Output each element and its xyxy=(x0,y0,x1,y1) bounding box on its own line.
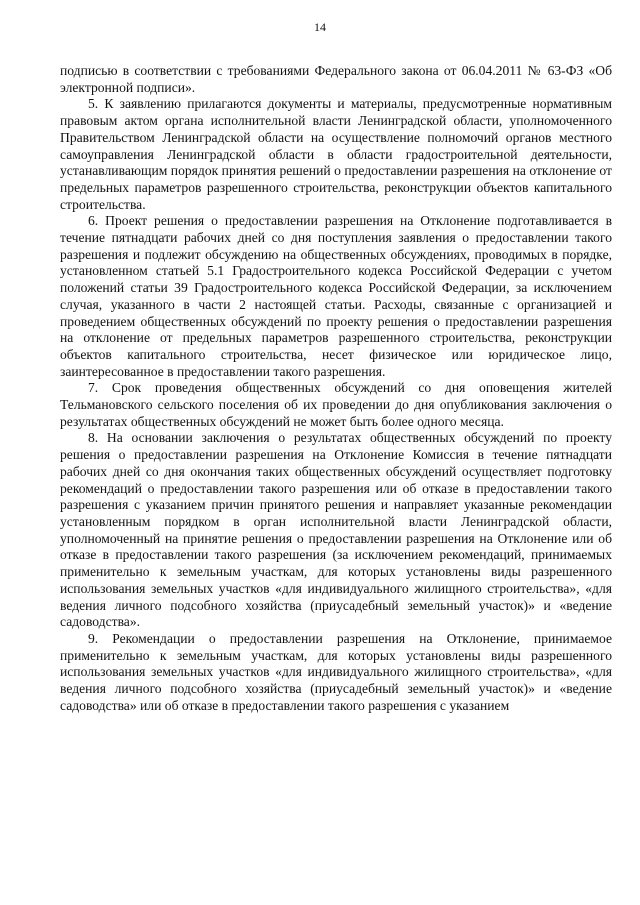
paragraph-item-8: 8. На основании заключения о результатах общественных обсуждений по проекту решения о предоставлении разрешения на Отклонение Комиссия в течение пятнадцати рабочих дней со дня окончания таких общественных обсуждений осуществляет подготовку рекомендаций о предоставлении такого разрешения или об отказе в предоставлении такого разрешения с указанием причин принятого решения и направляет указанные рекомендации установленным порядком в орган исполнительной власти Ленинградской области, уполномоченный на принятие решения о предоставлении разрешения на Отклонение или об отказе в предоставлении такого разрешения (за исключением рекомендаций, принимаемых применительно к земельным участкам, для которых установлены виды разрешенного использования земельных участков «для индивидуального жилищного строительства», «для ведения личного подсобного хозяйства (приусадебный земельный участок)» и «ведение садоводства». xyxy=(60,430,612,630)
paragraph-item-6: 6. Проект решения о предоставлении разрешения на Отклонение подготавливается в течение пятнадцати рабочих дней со дня поступления заявления о предоставлении такого разрешения и подлежит обсуждению на общественных обсуждениях, проводимых в порядке, установленном статьей 5.1 Градостроительного кодекса Российской Федерации с учетом положений статьи 39 Градостроительного кодекса Российской Федерации, за исключением случая, указанного в части 2 настоящей статьи. Расходы, связанные с организацией и проведением общественных обсуждений по проекту решения о предоставлении разрешения на отклонение от предельных параметров разрешенного строительства, реконструкции объектов капитального строительства, несет физическое или юридическое лицо, заинтересованное в предоставлении такого разрешения. xyxy=(60,213,612,379)
paragraph-item-9: 9. Рекомендации о предоставлении разрешения на Отклонение, принимаемое применительно к земельным участкам, для которых установлены виды разрешенного использования земельных участков «для индивидуального жилищного строительства», «для ведения личного подсобного хозяйства (приусадебный земельный участок)» и «ведение садоводства» или об отказе в предоставлении такого разрешения с указанием xyxy=(60,630,612,713)
paragraph-item-7: 7. Срок проведения общественных обсуждений со дня оповещения жителей Тельмановского сельского поселения об их проведении до дня опубликования заключения о результатах общественных обсуждений не может быть более одного месяца. xyxy=(60,380,612,429)
paragraph-continuation: подписью в соответствии с требованиями Федерального закона от 06.04.2011 № 63-ФЗ «Об электронной подписи». xyxy=(60,63,612,95)
document-body xyxy=(60,63,612,714)
page-number: 14 xyxy=(314,20,326,34)
paragraph-item-5: 5. К заявлению прилагаются документы и материалы, предусмотренные нормативным правовым актом органа исполнительной власти Ленинградской области, уполномоченного Правительством Ленинградской области на осуществление полномочий органов местного самоуправления Ленинградской области в области градостроительной деятельности, устанавливающим порядок принятия решений о предоставлении разрешения на отклонение от предельных параметров разрешенного строительства, реконструкции объектов капитального строительства. xyxy=(60,96,612,212)
